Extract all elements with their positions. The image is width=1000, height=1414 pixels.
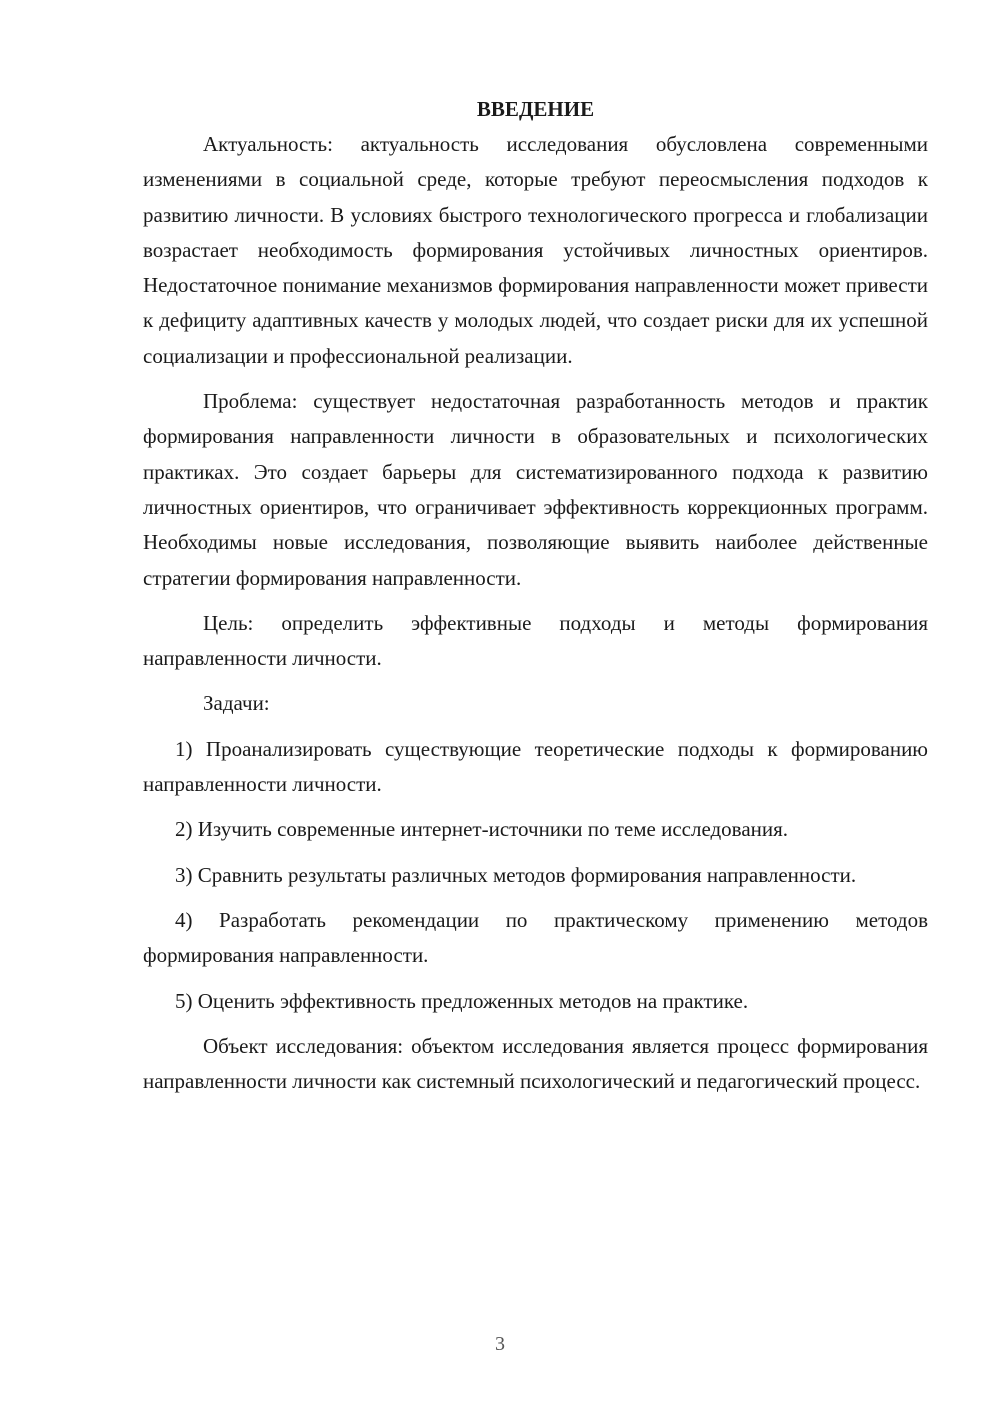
- goal-paragraph: Цель: определить эффективные подходы и методы формирования направленности личности.: [143, 610, 928, 671]
- tasks-heading: Задачи:: [203, 691, 270, 716]
- task-item-2: 2) Изучить современные интернет-источники по теме исследования.: [175, 817, 789, 842]
- section-title: ВВЕДЕНИЕ: [476, 97, 595, 121]
- task-item-4: 4) Разработать рекомендации по практическому применению методов формирования направленности.: [143, 907, 928, 968]
- document-page: [143, 92, 928, 1109]
- task-item-3: 3) Сравнить результаты различных методов формирования направленности.: [175, 862, 857, 887]
- object-paragraph: Объект исследования: объектом исследования является процесс формирования направленности личности как системный психологический и педагогический процесс.: [143, 1033, 928, 1094]
- problem-paragraph: Проблема: существует недостаточная разработанность методов и практик формирования направленности личности в образовательных и психологических практиках. Это создает барьеры для систематизированного подхода к развитию личностных ориентиров, что ограничивает эффективность коррекционных программ. Необходимы новые исследования, позволяющие выявить наиболее действенные стратегии формирования направленности.: [143, 389, 928, 590]
- task-item-1: 1) Проанализировать существующие теоретические подходы к формированию направленности личности.: [143, 736, 928, 797]
- task-item-5: 5) Оценить эффективность предложенных методов на практике.: [175, 988, 749, 1013]
- relevance-paragraph: Актуальность: актуальность исследования обусловлена современными изменениями в социальной среде, которые требуют переосмысления подходов к развитию личности. В условиях быстрого технологического прогресса и глобализации возрастает необходимость формирования устойчивых личностных ориентиров. Недостаточное понимание механизмов формирования направленности может привести к дефициту адаптивных качеств у молодых людей, что создает риски для их успешной социализации и профессиональной реализации.: [143, 132, 928, 368]
- page-number: 3: [495, 1333, 505, 1355]
